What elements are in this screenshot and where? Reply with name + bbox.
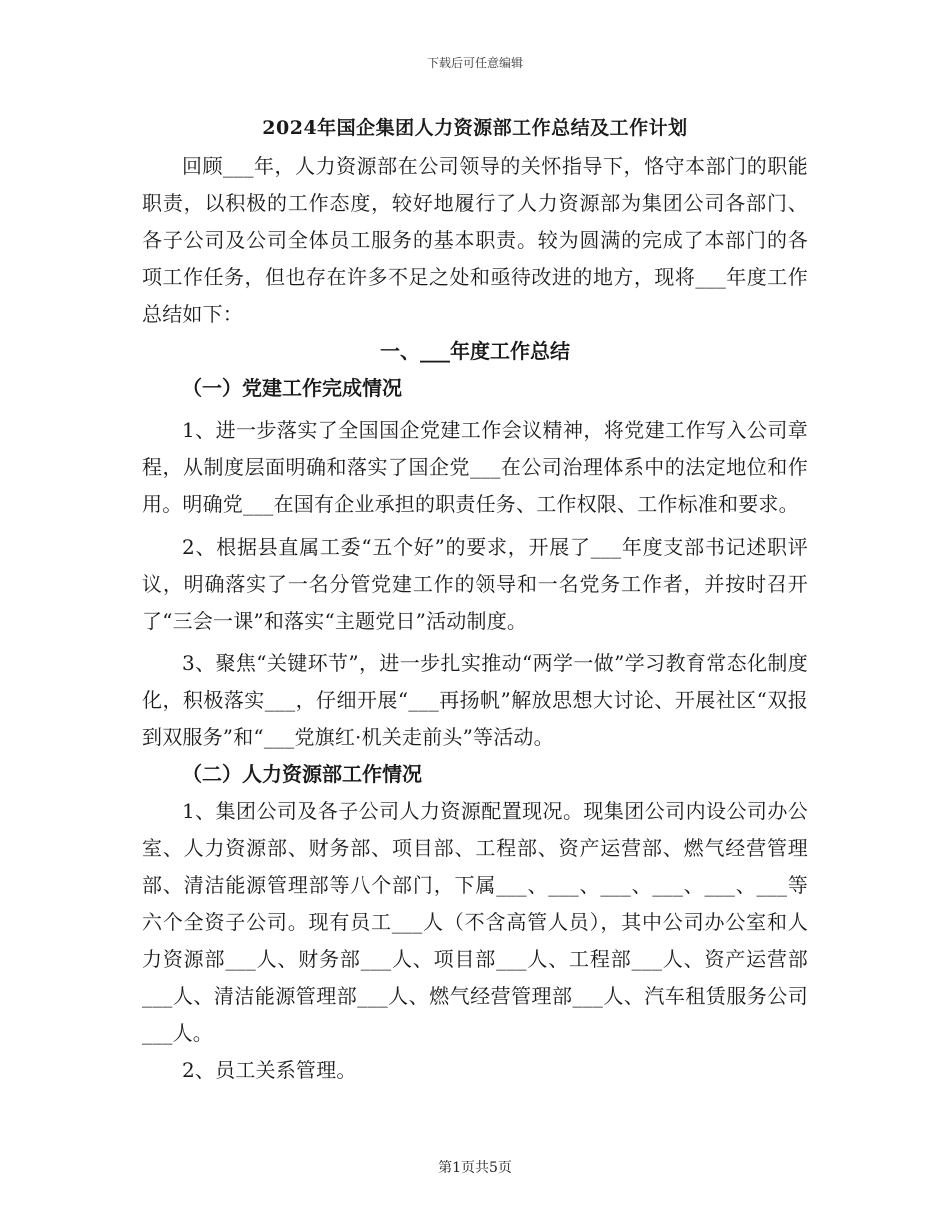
subsection-heading-party: （一）党建工作完成情况 xyxy=(182,376,402,400)
paragraph-hr-2: 2、员工关系管理。 xyxy=(182,1058,357,1082)
header-note: 下载后可任意编辑 xyxy=(426,56,523,70)
document-title: 2024年国企集团人力资源部工作总结及工作计划 xyxy=(262,117,688,139)
paragraph-party-3: 3、聚焦“关键环节”，进一步扎实推动“两学一做”学习教育常态化制度化，积极落实___，仔细开展“___再扬帆”解放思想大讨论、开展社区“双报到双服务”和“___党旗红·机关走前头”等活动。 xyxy=(142,651,808,749)
paragraph-party-2: 2、根据县直属工委“五个好”的要求，开展了___年度支部书记述职评议，明确落实了一名分管党建工作的领导和一名党务工作者，并按时召开了“三会一课”和落实“主题党日”活动制度。 xyxy=(142,535,808,633)
paragraph-hr-1: 1、集团公司及各子公司人力资源配置现况。现集团公司内设公司办公室、人力资源部、财务部、项目部、工程部、资产运营部、燃气经营管理部、清洁能源管理部等八个部门，下属___、___、___、___、___、___等六个全资子公司。现有员工___人（不含高管人员），其中公司办公室和人力资源部___人、财务部___人、项目部___人、工程部___人、资产运营部___人、清洁能源管理部___人、燃气经营管理部___人、汽车租赁服务公司___人。 xyxy=(142,799,808,1045)
document-body xyxy=(142,108,808,1089)
paragraph-party-1: 1、进一步落实了全国国企党建工作会议精神，将党建工作写入公司章程，从制度层面明确和落实了国企党___在公司治理体系中的法定地位和作用。明确党___在国有企业承担的职责任务、工作权限、工作标准和要求。 xyxy=(142,418,808,516)
section-heading-summary: 一、___年度工作总结 xyxy=(380,339,570,363)
page-footer: 第1页共5页 xyxy=(438,1160,512,1176)
intro-paragraph: 回顾___年，人力资源部在公司领导的关怀指导下，恪守本部门的职能职责，以积极的工作态度，较好地履行了人力资源部为集团公司各部门、各子公司及公司全体员工服务的基本职责。较为圆满的完成了本部门的各项工作任务，但也存在许多不足之处和亟待改进的地方，现将___年度工作总结如下： xyxy=(142,154,808,326)
subsection-heading-hr: （二）人力资源部工作情况 xyxy=(182,762,422,786)
